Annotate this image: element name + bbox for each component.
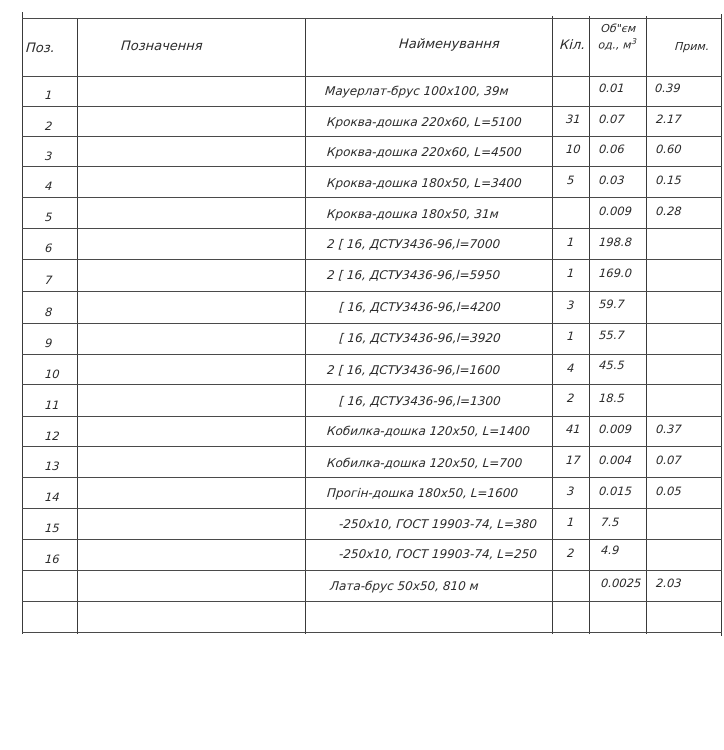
cell-pos: 2 (44, 119, 53, 133)
cell-pos: 13 (44, 459, 61, 473)
cell-pos: 4 (44, 179, 53, 193)
header-volume-exponent: 3 (631, 37, 638, 46)
cell-volume: 55.7 (598, 328, 626, 342)
cell-pos: 14 (44, 490, 61, 504)
cell-qty: 1 (566, 235, 575, 249)
cell-volume: 169.0 (598, 266, 633, 280)
cell-volume: 0.0025 (600, 576, 642, 590)
cell-pos: 16 (44, 552, 61, 566)
cell-pos: 8 (44, 305, 53, 319)
cell-volume: 59.7 (598, 297, 626, 311)
row-line (22, 446, 722, 447)
row-line (22, 570, 722, 571)
cell-name: Кроква-дошка 180х50, L=3400 (326, 176, 523, 190)
cell-name: Кроква-дошка 180х50, 31м (326, 207, 500, 221)
cell-pos: 12 (44, 429, 61, 443)
header-designation: Позначення (120, 39, 204, 54)
cell-note: 0.39 (654, 81, 682, 95)
cell-qty: 31 (565, 112, 582, 126)
cell-qty: 1 (566, 329, 575, 343)
header-volume (589, 22, 647, 52)
header-qty: Кіл. (559, 38, 586, 53)
cell-volume: 0.03 (598, 173, 626, 187)
row-line (22, 323, 722, 324)
row-line (22, 166, 722, 167)
header-name: Найменування (398, 37, 501, 52)
cell-name: -250х10, ГОСТ 19903-74, L=250 (338, 547, 538, 561)
cell-note: 0.60 (655, 142, 683, 156)
cell-volume: 18.5 (598, 391, 626, 405)
cell-volume: 4.9 (600, 543, 620, 557)
border-right (721, 14, 722, 636)
cell-qty: 5 (566, 173, 575, 187)
cell-qty: 2 (566, 391, 575, 405)
cell-name: Мауерлат-брус 100х100, 39м (324, 84, 510, 98)
row-line (22, 384, 722, 385)
row-line (22, 601, 722, 602)
cell-volume: 0.01 (598, 81, 626, 95)
cell-pos: 11 (44, 398, 61, 412)
cell-note: 0.28 (655, 204, 683, 218)
cell-volume: 0.009 (598, 422, 633, 436)
cell-volume: 45.5 (598, 358, 626, 372)
cell-qty: 41 (565, 422, 582, 436)
col-divider-designation (305, 18, 306, 634)
cell-note: 0.37 (655, 422, 683, 436)
header-volume-line2 (589, 35, 646, 52)
cell-name: 2 [ 16, ДСТУ3436-96,l=5950 (326, 268, 501, 282)
header-volume-unit: од., м (597, 38, 632, 52)
cell-pos: 10 (44, 367, 61, 381)
cell-name: [ 16, ДСТУ3436-96,l=1300 (338, 394, 502, 408)
cell-pos: 6 (44, 241, 53, 255)
cell-volume: 0.06 (598, 142, 626, 156)
border-top (22, 18, 722, 19)
cell-pos: 5 (44, 210, 53, 224)
row-line (22, 106, 722, 107)
cell-volume: 0.009 (598, 204, 633, 218)
row-line (22, 259, 722, 260)
row-line (22, 477, 722, 478)
cell-volume: 0.07 (598, 112, 626, 126)
row-line (22, 508, 722, 509)
cell-name: 2 [ 16, ДСТУ3436-96,l=1600 (326, 363, 501, 377)
header-note: Прим. (674, 40, 710, 53)
header-volume-line1: Об"єм (600, 22, 637, 35)
cell-pos: 3 (44, 149, 53, 163)
cell-qty: 4 (566, 361, 575, 375)
cell-note: 0.07 (655, 453, 683, 467)
cell-name: Кобилка-дошка 120х50, L=700 (326, 456, 523, 470)
cell-name: [ 16, ДСТУ3436-96,l=3920 (338, 331, 502, 345)
header-bottom-line (22, 76, 722, 77)
cell-pos: 7 (44, 273, 53, 287)
cell-note: 2.17 (655, 112, 683, 126)
cell-qty: 1 (566, 515, 575, 529)
col-divider-volume (646, 16, 647, 634)
cell-qty: 3 (566, 298, 575, 312)
cell-name: Кобилка-дошка 120х50, L=1400 (326, 424, 531, 438)
cell-qty: 3 (566, 484, 575, 498)
cell-note: 0.15 (655, 173, 683, 187)
cell-name: 2 [ 16, ДСТУ3436-96,l=7000 (326, 237, 501, 251)
cell-name: Кроква-дошка 220х60, L=4500 (326, 145, 523, 159)
border-bottom (22, 632, 722, 633)
cell-pos: 15 (44, 521, 61, 535)
row-line (22, 416, 722, 417)
cell-pos: 1 (44, 88, 53, 102)
cell-name: -250х10, ГОСТ 19903-74, L=380 (338, 517, 538, 531)
cell-name: Прогін-дошка 180х50, L=1600 (326, 486, 519, 500)
row-line (22, 354, 722, 355)
row-line (22, 228, 722, 229)
cell-name: Лата-брус 50х50, 810 м (329, 579, 480, 593)
row-line (22, 197, 722, 198)
cell-pos: 9 (44, 336, 53, 350)
cell-volume: 198.8 (598, 235, 633, 249)
cell-qty: 10 (565, 142, 582, 156)
cell-qty: 17 (565, 453, 582, 467)
cell-note: 0.05 (655, 484, 683, 498)
col-divider-qty (589, 16, 590, 634)
header-pos: Поз. (25, 41, 56, 56)
cell-qty: 1 (566, 266, 575, 280)
col-divider-pos (77, 18, 78, 634)
cell-qty: 2 (566, 546, 575, 560)
row-line (22, 291, 722, 292)
cell-volume: 0.004 (598, 453, 633, 467)
cell-volume: 7.5 (600, 515, 620, 529)
cell-name: Кроква-дошка 220х60, L=5100 (326, 115, 523, 129)
cell-volume: 0.015 (598, 484, 633, 498)
col-divider-name (552, 16, 553, 634)
row-line (22, 539, 722, 540)
cell-name: [ 16, ДСТУ3436-96,l=4200 (338, 300, 502, 314)
cell-note: 2.03 (655, 576, 683, 590)
row-line (22, 136, 722, 137)
